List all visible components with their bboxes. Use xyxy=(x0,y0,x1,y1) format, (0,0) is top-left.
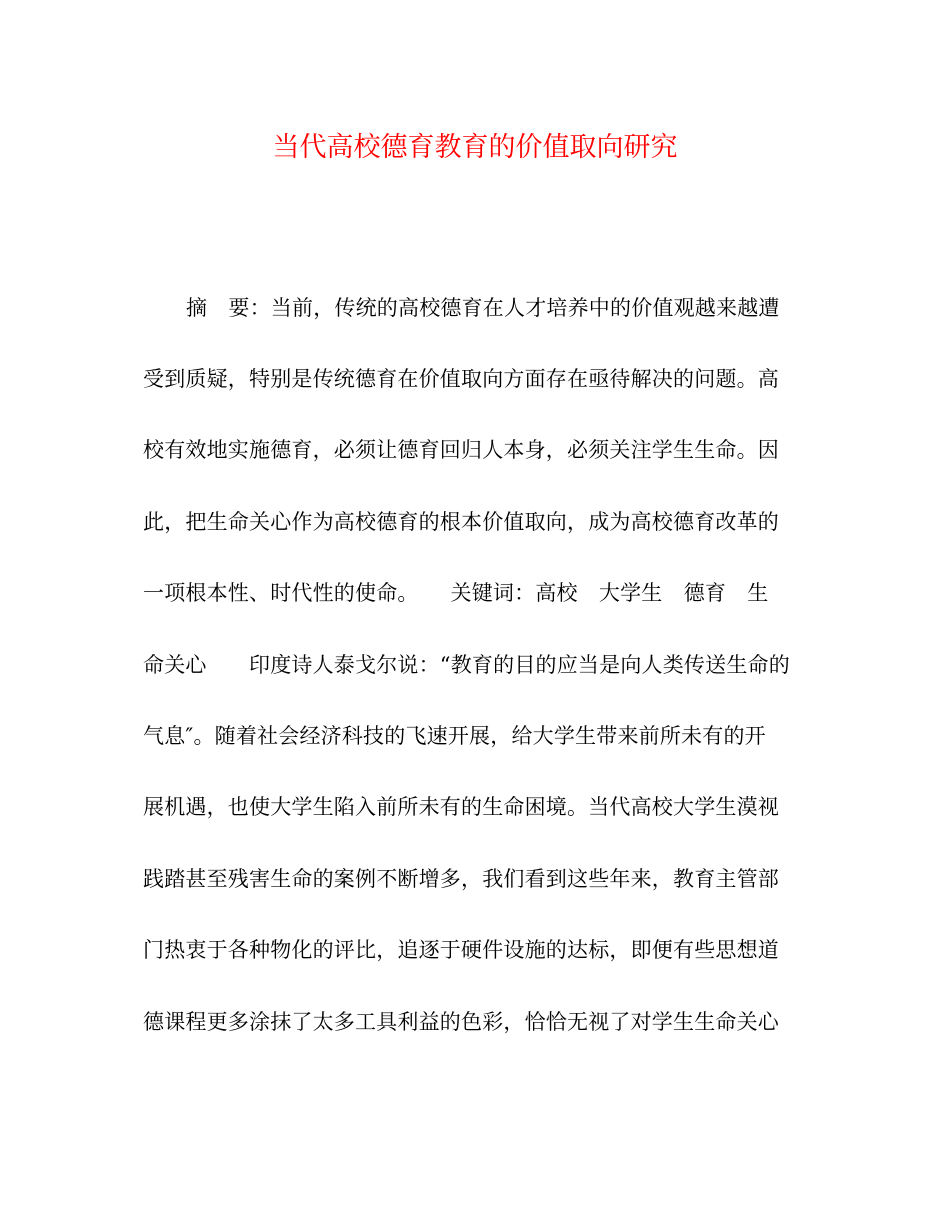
body-line: 受到质疑，特别是传统德育在价值取向方面存在亟待解决的问题。高 xyxy=(143,367,779,391)
body-line: 命关心 印度诗人泰戈尔说：“教育的目的应当是向人类传送生命的 xyxy=(143,653,790,677)
body-line: 德课程更多涂抹了太多工具利益的色彩，恰恰无视了对学生生命关心 xyxy=(143,1010,779,1034)
body-line: 展机遇，也使大学生陷入前所未有的生命困境。当代高校大学生漠视 xyxy=(143,795,779,819)
body-line: 摘 要：当前，传统的高校德育在人才培养中的价值观越来越遭 xyxy=(186,296,780,320)
body-line: 校有效地实施德育，必须让德育回归人本身，必须关注学生生命。因 xyxy=(143,438,779,462)
document-title: 当代高校德育教育的价值取向研究 xyxy=(272,132,678,163)
body-line: 践踏甚至残害生命的案例不断增多，我们看到这些年来，教育主管部 xyxy=(143,867,779,891)
body-line: 一项根本性、时代性的使命。 关键词：高校 大学生 德育 生 xyxy=(143,581,769,605)
body-line: 此，把生命关心作为高校德育的根本价值取向，成为高校德育改革的 xyxy=(143,510,779,534)
body-line: 门热衷于各种物化的评比，追逐于硬件设施的达标，即便有些思想道 xyxy=(143,938,779,962)
body-line: 气息″。随着社会经济科技的飞速开展，给大学生带来前所未有的开 xyxy=(143,724,766,748)
